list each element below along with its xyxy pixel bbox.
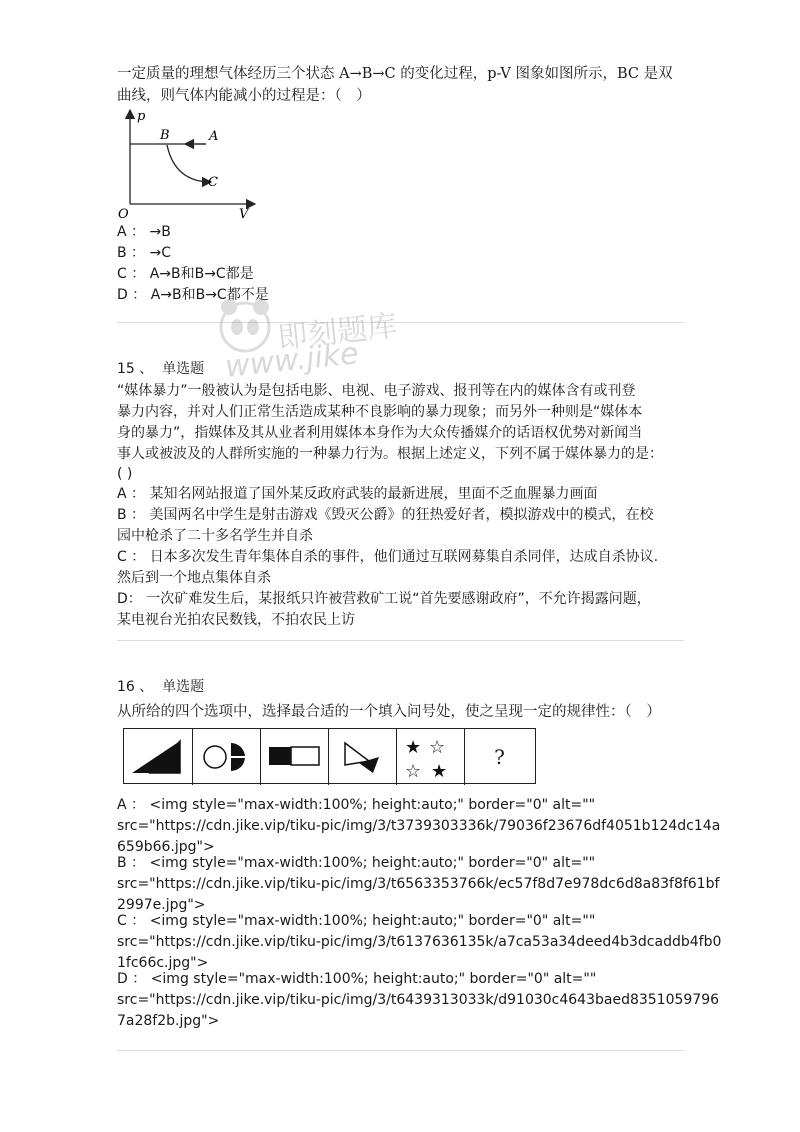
pv-graph — [115, 104, 265, 220]
divider — [117, 322, 684, 323]
question-type: 单选题 — [162, 679, 205, 695]
circle-square-icon — [193, 729, 259, 782]
option-letter: D ： — [117, 287, 147, 303]
option-text: 659b66.jpg"> — [117, 839, 215, 855]
option-letter: A ： — [117, 224, 146, 240]
q14-option-d[interactable] — [117, 285, 269, 305]
p-label: p — [137, 109, 146, 124]
question-mark: ? — [494, 745, 505, 769]
q16-option-b[interactable] — [117, 853, 719, 915]
q16-stem: 从所给的四个选项中，选择最合适的一个填入问号处，使之呈现一定的规律性：（ ） — [117, 704, 661, 720]
option-letter: B ： — [117, 855, 146, 871]
q16-option-c[interactable] — [117, 911, 721, 973]
option-text: A→B和B→C都是 — [149, 266, 254, 282]
question-number: 15 、 — [117, 361, 154, 377]
option-text: <img style="max-width:100%; height:auto;" border="0" alt="" — [150, 971, 597, 987]
q15-stem-line: 身的暴力”，指媒体及其从业者利用媒体本身作为大众传播媒介的话语权优势对新闻当 — [117, 425, 643, 441]
q16-header — [117, 677, 204, 697]
triangle-icon — [124, 729, 191, 782]
figure-sequence — [123, 728, 536, 784]
question-number: 16 、 — [117, 679, 154, 695]
option-text: 日本多次发生青年集体自杀的事件，他们通过互联网募集自杀同伴，达成自杀协议. — [149, 549, 659, 565]
question-type: 单选题 — [162, 361, 205, 377]
option-text: A→B和B→C都不是 — [150, 287, 269, 303]
figure-cell-3 — [261, 729, 329, 785]
question-mark-cell — [465, 729, 534, 785]
figure-cell-1 — [124, 729, 193, 785]
option-letter: D： — [117, 591, 142, 607]
q15-option-b[interactable] — [117, 505, 654, 546]
option-text: 一次矿难发生后，某报纸只许被营救矿工说“首先要感谢政府”，不允许揭露问题， — [146, 591, 651, 607]
stars-icon — [397, 729, 463, 782]
svg-text:★: ★ — [405, 737, 422, 758]
option-text: →C — [149, 245, 172, 261]
figure-cell-4 — [329, 729, 397, 785]
option-text: <img style="max-width:100%; height:auto;" border="0" alt="" — [149, 797, 596, 813]
option-text: src="https://cdn.jike.vip/tiku-pic/img/3/t6137636135k/a7ca53a34deed4b3dcaddb4fb0 — [117, 934, 722, 950]
q15-stem-line: 事人或被波及的人群所实施的一种暴力行为。根据上述定义，下列不属于媒体暴力的是： — [117, 446, 663, 462]
option-letter: C ： — [117, 549, 146, 565]
option-letter: A ： — [117, 486, 146, 502]
q15-option-c[interactable] — [117, 547, 658, 588]
option-text: <img style="max-width:100%; height:auto;" border="0" alt="" — [149, 855, 596, 871]
option-text: src="https://cdn.jike.vip/tiku-pic/img/3/t6439313033k/d91030c4643baed8351059796 — [117, 992, 720, 1008]
svg-text:☆: ☆ — [429, 737, 446, 758]
watermark-site: www.jike — [223, 336, 361, 385]
q15-option-a[interactable] — [117, 484, 597, 504]
bc-curve — [167, 145, 211, 182]
option-letter: A ： — [117, 797, 146, 813]
v-label: V — [239, 207, 249, 220]
svg-text:★: ★ — [431, 761, 448, 782]
option-text: 7a28f2b.jpg"> — [117, 1013, 220, 1029]
watermark-brand: 即刻题库 — [275, 308, 399, 357]
figure-cell-2 — [193, 729, 261, 785]
q15-header — [117, 359, 204, 379]
option-text: 某知名网站报道了国外某反政府武装的最新进展，里面不乏血腥暴力画面 — [149, 486, 598, 502]
q14-option-b[interactable] — [117, 243, 171, 263]
figure-cell-5 — [397, 729, 465, 785]
option-letter: B ： — [117, 245, 146, 261]
o-label: O — [118, 207, 129, 220]
q15-stem-line: 暴力内容，并对人们正常生活造成某种不良影响的暴力现象；而另外一种则是“媒体本 — [117, 404, 643, 420]
option-text: 园中枪杀了二十多名学生并自杀 — [117, 528, 313, 544]
option-text: src="https://cdn.jike.vip/tiku-pic/img/3/t3739303336k/79036f23676df4051b124dc14a — [117, 818, 721, 834]
option-letter: B ： — [117, 507, 146, 523]
b-label: B — [160, 128, 170, 143]
option-text: →B — [149, 224, 171, 240]
c-label: C — [208, 175, 218, 190]
watermark — [215, 295, 475, 385]
q15-stem-line: ( ) — [117, 466, 133, 482]
q15-stem-line: “媒体暴力”一般被认为是包括电影、电视、电子游戏、报刊等在内的媒体含有或刊登 — [117, 383, 636, 399]
a-label: A — [209, 129, 219, 144]
option-text: 然后到一个地点集体自杀 — [117, 570, 271, 586]
divider — [117, 640, 684, 641]
option-text: 美国两名中学生是射击游戏《毁灭公爵》的狂热爱好者，模拟游戏中的模式，在校 — [149, 507, 654, 523]
triangle-pair-icon — [329, 729, 395, 782]
q15-option-d[interactable] — [117, 589, 651, 630]
option-letter: D ： — [117, 971, 147, 987]
option-text: 1fc66c.jpg"> — [117, 955, 209, 971]
option-letter: C ： — [117, 913, 146, 929]
option-text: 2997e.jpg"> — [117, 897, 206, 913]
option-letter: C ： — [117, 266, 146, 282]
option-text: src="https://cdn.jike.vip/tiku-pic/img/3/t6563353766k/ec57f8d7e978dc6d8a83f8f61bf — [117, 876, 720, 892]
svg-text:☆: ☆ — [405, 761, 422, 782]
rectangles-icon — [261, 729, 327, 782]
q14-option-c[interactable] — [117, 264, 254, 284]
q14-option-a[interactable] — [117, 222, 171, 242]
panda-logo-icon — [215, 295, 475, 375]
option-text: 某电视台光拍农民数钱，不拍农民上访 — [117, 612, 355, 628]
divider — [117, 1050, 684, 1051]
option-text: <img style="max-width:100%; height:auto;" border="0" alt="" — [149, 913, 596, 929]
q14-stem-line2: 曲线，则气体内能减小的过程是：（ ） — [117, 88, 371, 104]
q16-option-a[interactable] — [117, 795, 720, 857]
q16-option-d[interactable] — [117, 969, 719, 1031]
q14-stem-line1: 一定质量的理想气体经历三个状态 A→B→C 的变化过程，p-V 图象如图所示，BC 是双 — [117, 66, 673, 82]
